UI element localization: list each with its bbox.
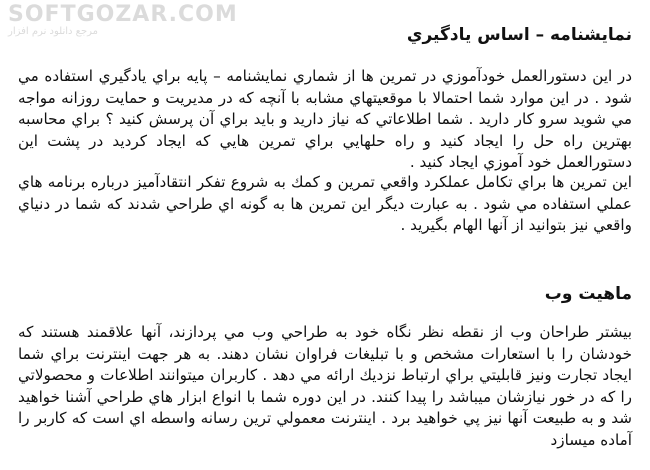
section2-paragraph-1: بيشتر طراحان وب از نقطه نظر نگاه خود به طراحي وب مي پردازند، آنها علاقمند هستند كه خودشان را با استعارات مشخص و با تبليغات فراوان نشان دهند. به هر جهت اينترنت براي شما ايجاد تجارت ونيز قابليتي براي ارتباط نزديك ارائه مي دهد . كاربران ميتوانند اطلاعات و محصولاتي را كه در خور نيازشان ميباشد را پيدا كنند. در اين دوره شما با انواع ابزار هاي طراحي آشنا خواهيد شد و به طبيعت آنها نيز پي خواهيد برد . اينترنت معمولي ترين رسانه واسطه اي است كه كاربر را آماده ميسازد: [18, 323, 632, 449]
section1-paragraph-1: در اين دستورالعمل خودآموزي در تمرين ها از شماري نمايشنامه – پايه براي يادگيري استفاده مي شود . در اين موارد شما احتمالا با موقعيتهاي مشابه با آنچه كه در مديريت و حمايت روزانه مواجه مي شويد سرو كار داريد . شما اطلاعاتي كه نياز داريد و بايد براي آن پرسش كنيد ؟ براي محاسبه بهترين راه حل را ايجاد كنيد و راه حلهايي براي تمرين هايي كه ايجاد كرديد در پشت اين دستورالعمل خود آموزي ايجاد كنيد .: [18, 67, 632, 171]
watermark-logo-text: SOFTGOZAR.COM: [8, 2, 238, 27]
section-heading-web-nature: ماهيت وب: [544, 284, 632, 304]
section1-paragraph-2: اين تمرين ها براي تكامل عملكرد واقعي تمرين و كمك به شروع تفكر انتقادآميز درباره برنامه هاي عملي استفاده مي شود . به عبارت ديگر اين تمرين ها به گونه اي طراحي شدند كه شما در دنياي واقعي نيز بتوانيد از آنها الهام بگيريد .: [18, 173, 632, 234]
section-heading-playscript: نمايشنامه – اساس يادگيري: [406, 25, 632, 45]
watermark-subtext: مرجع دانلود نرم افزار: [8, 26, 99, 37]
site-watermark: [8, 4, 238, 38]
